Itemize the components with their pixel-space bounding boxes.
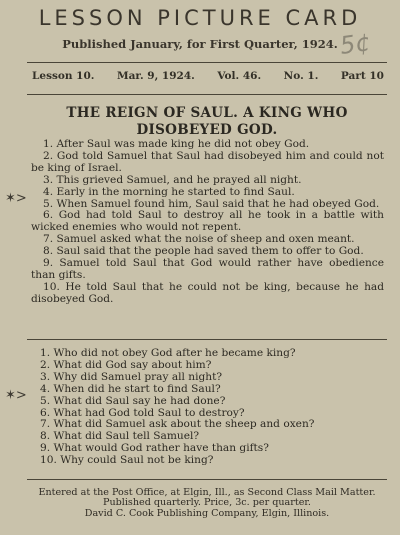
lesson-date: Mar. 9, 1924.	[117, 70, 195, 82]
question-item: 10. Why could Saul not be king?	[40, 454, 214, 467]
question-item: 4. When did he start to find Saul?	[40, 382, 221, 395]
lesson-title	[27, 105, 387, 139]
divider-lesson	[27, 94, 387, 95]
story-paragraph: 8. Saul said that the people had saved them to offer to God.	[43, 245, 364, 258]
story-paragraph: 1. After Saul was made king he did not obey God.	[43, 138, 310, 150]
masthead: LESSON PICTURE CARD	[38, 6, 362, 30]
margin-mark-story: ✶>	[5, 191, 27, 206]
divider-questions	[27, 339, 387, 340]
divider-footer	[27, 479, 387, 480]
story-paragraph: 9. Samuel told Saul that God would rather have obedience than gifts.	[31, 257, 384, 281]
story-paragraph: 4. Early in the morning he started to find Saul.	[43, 185, 295, 198]
pencil-annotation: 5¢	[338, 28, 373, 60]
question-item: 2. What did God say about him?	[40, 358, 212, 371]
story-paragraph: 7. Samuel asked what the noise of sheep and oxen meant.	[43, 233, 355, 246]
story-paragraph: 10. He told Saul that he could not be king, because he had disobeyed God.	[31, 280, 384, 305]
question-item: 6. What had God told Saul to destroy?	[40, 406, 245, 419]
story-paragraph: 6. God had told Saul to destroy all he took in a battle with wicked enemies who would not repent.	[31, 209, 384, 234]
issue-number: No. 1.	[283, 70, 319, 82]
story-paragraph: 3. This grieved Samuel, and he prayed all night.	[43, 173, 302, 186]
footer	[27, 488, 387, 519]
footer-price-line: Published quarterly. Price, 3c. per quarter.	[103, 497, 311, 509]
margin-mark-question: ✶>	[5, 388, 27, 403]
footer-publisher-line: David C. Cook Publishing Company, Elgin, Illinois.	[84, 507, 330, 519]
publication-note: Published January, for First Quarter, 1924.	[62, 37, 338, 51]
lesson-number: Lesson 10.	[32, 70, 95, 82]
question-item: 1. Who did not obey God after he became king?	[40, 347, 296, 359]
question-item: 8. What did Saul tell Samuel?	[40, 430, 200, 443]
divider-top	[27, 62, 387, 63]
lesson-info-line	[32, 70, 384, 82]
volume-number: Vol. 46.	[217, 70, 262, 82]
question-item: 5. What did Saul say he had done?	[40, 394, 226, 407]
question-item: 3. Why did Samuel pray all night?	[40, 370, 223, 383]
title-line-2: DISOBEYED GOD.	[136, 122, 278, 138]
story-paragraph: 2. God told Samuel that Saul had disobeyed him and could not be king of Israel.	[31, 149, 384, 174]
question-item: 7. What did Samuel ask about the sheep and oxen?	[40, 418, 315, 431]
title-line-1: THE REIGN OF SAUL. A KING WHO	[66, 105, 348, 121]
part-number: Part 10	[340, 70, 384, 82]
story-paragraphs	[31, 139, 384, 306]
question-item: 9. What would God rather have than gifts?	[40, 442, 269, 455]
story-paragraph: 5. When Samuel found him, Saul said that he had obeyed God.	[43, 197, 380, 210]
footer-entry-line: Entered at the Post Office, at Elgin, Ill., as Second Class Mail Matter.	[38, 487, 376, 498]
question-list	[40, 348, 380, 467]
